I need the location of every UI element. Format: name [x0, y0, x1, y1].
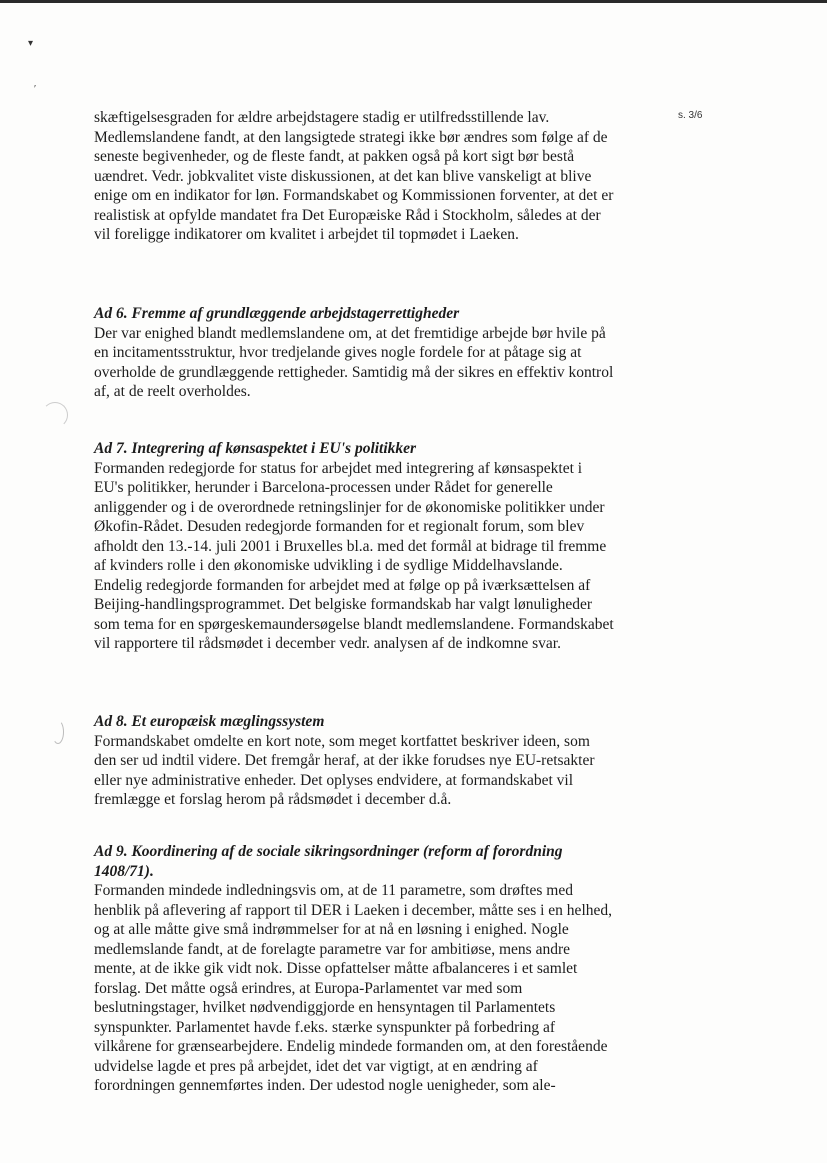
section-ad8: [94, 712, 614, 810]
section-heading: Ad 8. Et europæisk mæglingssystem: [94, 713, 325, 730]
section-ad9: [94, 842, 614, 1096]
page-number: s. 3/6: [678, 110, 703, 121]
section-heading: Ad 7. Integrering af kønsaspektet i EU's politikker: [94, 440, 417, 457]
document-body: [94, 108, 614, 245]
scan-smudge: [52, 720, 64, 744]
section-body: Formanden redegjorde for status for arbejdet med integrering af kønsaspektet i EU's politikker, herunder i Barcelona-processen under Rådet for generelle anliggender og i de overordnede retningslinjer for de økonomiske politikker under Økofin-Rådet. Desuden redegjorde formanden for et regionalt forum, som blev afholdt den 13.-14. juli 2001 i Bruxelles bl.a. med det formål at bidrage til fremme af kvinders rolle i den økonomiske udvikling i de sydlige Middelhavslande. Endelig redegjorde formanden for arbejdet med at følge op på iværksættelsen af Beijing-handlingsprogrammet. Det belgiske formandskab har valgt lønuligheder som tema for en spørgeskemaundersøgelse blandt medlemslandene. Formandskabet vil rapportere til rådsmødet i december vedr. analysen af de indkomne svar.: [94, 459, 614, 652]
intro-paragraph: skæftigelsesgraden for ældre arbejdstagere stadig er utilfredsstillende lav. Medlemslandene fandt, at den langsigtede strategi ikke bør ændres som følge af de seneste begivenheder, og de fleste fandt, at pakken også på kort sigt bør bestå uændret. Vedr. jobkvalitet viste diskussionen, at det kan blive vanskeligt at blive enige om en indikator for løn. Formandskabet og Kommissionen forventer, at det er realistisk at opfylde mandatet fra Det Europæiske Råd i Stockholm, således at der vil foreligge indikatorer om kvalitet i arbejdet til topmødet i Laeken.: [94, 109, 614, 243]
scan-smudge: [42, 402, 68, 428]
section-body: Formanden mindede indledningsvis om, at de 11 parametre, som drøftes med henblik på aflevering af rapport til DER i Laeken i december, måtte ses i en helhed, og at alle måtte give små indrømmelser for at nå en løsning i enighed. Nogle medlemslande fandt, at de forelagte parametre var for ambitiøse, mens andre mente, at de ikke gik vidt nok. Disse opfattelser måtte afbalanceres i et samlet forslag. Det måtte også erindres, at Europa-Parlamentet var med som beslutningstager, hvilket nødvendiggjorde en hensyntagen til Parlamentets synspunkter. Parlamentet havde f.eks. stærke synspunkter på forbedring af vilkårene for grænsearbejdere. Endelig mindede formanden om, at den forestående udvidelse lagde et pres på arbejdet, idet det var vigtigt, at en ændring af forordningen gennemførtes inden. Der udestod nogle uenigheder, som ale-: [94, 882, 613, 1094]
scan-top-border: [0, 0, 827, 3]
scan-speck: ′: [34, 84, 37, 95]
section-body: Der var enighed blandt medlemslandene om, at det fremtidige arbejde bør hvile på en incitamentsstruktur, hvor tredjelande gives nogle fordele for at påtage sig at overholde de grundlæggende rettigheder. Samtidig må der sikres en effektiv kontrol af, at de reelt overholdes.: [94, 324, 614, 400]
section-body: Formandskabet omdelte en kort note, som meget kortfattet beskriver ideen, som den ser ud indtil videre. Det fremgår heraf, at der ikke forudses nye EU-retsakter eller nye administrative enheder. Det oplyses endvidere, at formandskabet vil fremlægge et forslag herom på rådsmødet i december d.å.: [94, 732, 595, 808]
section-heading: Ad 9. Koordinering af de sociale sikringsordninger (reform af forordning 1408/71).: [94, 843, 563, 880]
section-ad7: [94, 439, 614, 654]
section-heading: Ad 6. Fremme af grundlæggende arbejdstagerrettigheder: [94, 305, 460, 322]
scan-speck: ▾: [28, 38, 34, 49]
section-ad6: [94, 304, 614, 402]
